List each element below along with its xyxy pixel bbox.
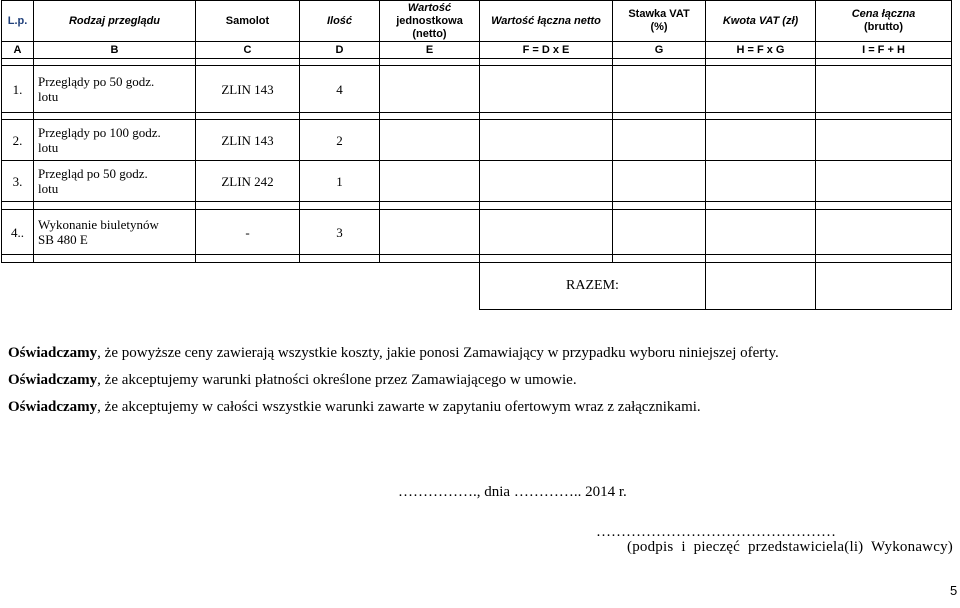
table-row	[2, 161, 952, 202]
row-stawka-vat[interactable]	[613, 210, 706, 255]
row-samolot: -	[196, 210, 300, 255]
header-ilosc: Ilość	[300, 1, 380, 42]
date-line[interactable]: ……………., dnia ………….. 2014 r.	[398, 484, 627, 500]
row-wartosc-laczna[interactable]	[480, 161, 613, 202]
row-kwota-vat[interactable]	[706, 161, 816, 202]
row-wartosc-jednostkowa[interactable]	[380, 210, 480, 255]
header-row	[2, 1, 952, 42]
separator-row	[2, 59, 952, 66]
letter-e: E	[380, 42, 480, 59]
header-cena-laczna-line1: Cena łączna	[851, 8, 916, 20]
letter-i: I = F + H	[816, 42, 952, 59]
header-lp: L.p.	[2, 1, 34, 42]
statement-bold: Oświadczamy	[8, 372, 98, 388]
header-cena-laczna-line2: (brutto)	[863, 21, 904, 33]
letter-b: B	[34, 42, 196, 59]
statement-bold: Oświadczamy	[8, 345, 98, 361]
statement-line	[8, 345, 779, 362]
row-cena-laczna[interactable]	[816, 66, 952, 113]
letter-g: G	[613, 42, 706, 59]
statement-text: , że akceptujemy w całości wszystkie warunki zawarte w zapytaniu ofertowym wraz z załącznikami.	[97, 399, 701, 415]
table-row	[2, 66, 952, 113]
row-stawka-vat[interactable]	[613, 66, 706, 113]
row-cena-laczna[interactable]	[816, 120, 952, 161]
letter-h: H = F x G	[706, 42, 816, 59]
letter-a: A	[2, 42, 34, 59]
row-rodzaj	[34, 66, 196, 113]
separator-row	[2, 113, 952, 120]
razem-row	[2, 263, 952, 310]
separator-row	[2, 202, 952, 210]
table-row	[2, 210, 952, 255]
razem-kwota-vat[interactable]	[706, 263, 816, 310]
signature-label: (podpis i pieczęć przedstawiciela(li) Wykonawcy)	[627, 539, 953, 555]
row-wartosc-laczna[interactable]	[480, 120, 613, 161]
statement-text: , że powyższe ceny zawierają wszystkie koszty, jakie ponosi Zamawiający w przypadku wyboru niniejszej oferty.	[97, 345, 779, 361]
row-samolot: ZLIN 242	[196, 161, 300, 202]
row-stawka-vat[interactable]	[613, 161, 706, 202]
header-wartosc-jednostkowa-line1: Wartość	[407, 1, 452, 14]
row-ilosc: 2	[300, 120, 380, 161]
statement-bold: Oświadczamy	[8, 399, 98, 415]
row-cena-laczna[interactable]	[816, 210, 952, 255]
header-wartosc-jednostkowa	[380, 1, 480, 42]
row-rodzaj-line1: Wykonanie biuletynów	[38, 217, 159, 232]
row-rodzaj-line2: lotu	[38, 140, 59, 155]
row-kwota-vat[interactable]	[706, 210, 816, 255]
row-wartosc-laczna[interactable]	[480, 210, 613, 255]
header-stawka-vat-line2: (%)	[650, 21, 668, 33]
row-samolot: ZLIN 143	[196, 120, 300, 161]
header-stawka-vat-line1: Stawka VAT	[628, 8, 690, 20]
row-rodzaj-line1: Przegląd po 50 godz.	[38, 166, 148, 181]
row-rodzaj	[34, 120, 196, 161]
letter-d: D	[300, 42, 380, 59]
row-samolot: ZLIN 143	[196, 66, 300, 113]
row-wartosc-jednostkowa[interactable]	[380, 120, 480, 161]
razem-label: RAZEM:	[480, 263, 706, 310]
row-ilosc: 3	[300, 210, 380, 255]
row-rodzaj-line1: Przeglądy po 50 godz.	[38, 74, 155, 89]
header-kwota-vat: Kwota VAT (zł)	[706, 1, 816, 42]
row-rodzaj	[34, 161, 196, 202]
letter-f: F = D x E	[480, 42, 613, 59]
row-kwota-vat[interactable]	[706, 66, 816, 113]
offer-table	[1, 0, 952, 310]
row-lp: 3.	[2, 161, 34, 202]
header-wartosc-jednostkowa-line3: (netto)	[412, 27, 447, 40]
letter-c: C	[196, 42, 300, 59]
header-rodzaj: Rodzaj przeglądu	[34, 1, 196, 42]
row-rodzaj-line2: lotu	[38, 89, 59, 104]
header-wartosc-laczna: Wartość łączna netto	[480, 1, 613, 42]
row-ilosc: 1	[300, 161, 380, 202]
row-lp: 4..	[2, 210, 34, 255]
statement-text: , że akceptujemy warunki płatności określone przez Zamawiającego w umowie.	[97, 372, 577, 388]
statement-line	[8, 372, 577, 389]
row-wartosc-jednostkowa[interactable]	[380, 66, 480, 113]
page-number: 5	[950, 583, 958, 598]
header-wartosc-jednostkowa-line2: jednostkowa	[396, 14, 463, 27]
row-wartosc-laczna[interactable]	[480, 66, 613, 113]
row-lp: 2.	[2, 120, 34, 161]
razem-cena-laczna[interactable]	[816, 263, 952, 310]
row-wartosc-jednostkowa[interactable]	[380, 161, 480, 202]
header-cena-laczna	[816, 1, 952, 42]
row-lp: 1.	[2, 66, 34, 113]
header-samolot: Samolot	[196, 1, 300, 42]
separator-row	[2, 255, 952, 263]
row-rodzaj	[34, 210, 196, 255]
row-ilosc: 4	[300, 66, 380, 113]
letters-row	[2, 42, 952, 59]
row-rodzaj-line1: Przeglądy po 100 godz.	[38, 125, 161, 140]
statement-line	[8, 399, 701, 416]
table-row	[2, 120, 952, 161]
header-stawka-vat	[613, 1, 706, 42]
row-stawka-vat[interactable]	[613, 120, 706, 161]
row-kwota-vat[interactable]	[706, 120, 816, 161]
signature-dots[interactable]: …………………………………………	[596, 524, 836, 540]
row-rodzaj-line2: lotu	[38, 181, 59, 196]
row-cena-laczna[interactable]	[816, 161, 952, 202]
row-rodzaj-line2: SB 480 E	[38, 232, 88, 247]
